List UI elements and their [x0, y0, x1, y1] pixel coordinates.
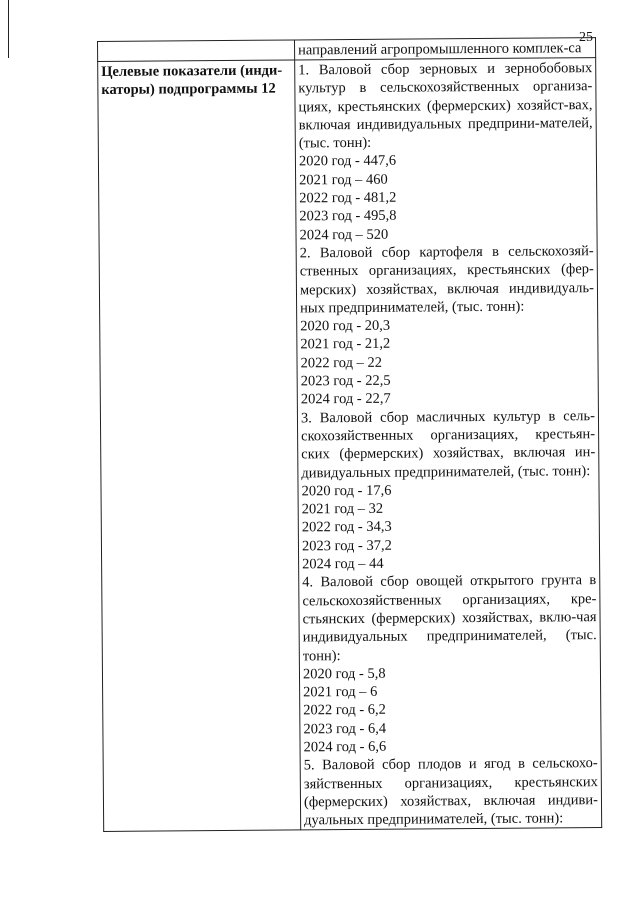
indicator-year-value: 2024 год – 44	[302, 555, 384, 573]
indicator-year-value: 2022 год - 34,3	[301, 519, 392, 536]
indicator-year-value: 2020 год - 5,8	[302, 665, 386, 683]
indicator-year-value: 2020 год - 17,6	[301, 482, 392, 500]
indicator-year-value: 2021 год – 6	[303, 683, 378, 701]
indicator-text: 3. Валовой сбор масличных культур в сель-скохозяйственных организациях, крестьян-ских (фермерских) хозяйствах, включая ин-дивидуальных предпринимателей, (тыс. тонн):	[300, 407, 596, 481]
indicator-year-value: 2023 год - 6,4	[303, 720, 387, 738]
row-label: Целевые показатели (инди-каторы) подпрограммы 12	[98, 60, 301, 832]
indicator-text: 2. Валовой сбор картофеля в сельскохозяй-ственных организациях, крестьянских (фер-мерских) хозяйствах, включая индивидуаль-ных предпринимателей, (тыс. тонн):	[299, 243, 595, 317]
indicators-table	[97, 37, 602, 832]
indicator-year-value: 2022 год - 6,2	[303, 702, 386, 719]
indicator-text: 1. Валовой сбор зерновых и зернобобовых культур в сельскохозяйственных организа-циях, крестьянских (фермерских) хозяйст-вах, включая индивидуальных предприни-мателей, (тыс. тонн):	[298, 60, 593, 152]
indicators-cell	[295, 58, 602, 831]
indicator-year-value: 2020 год - 447,6	[298, 153, 397, 170]
page-number: 25	[579, 30, 593, 45]
left-margin-line	[8, 0, 9, 58]
indicator-year-value: 2024 год - 6,6	[303, 738, 387, 756]
indicator-year-value: 2023 год - 37,2	[301, 537, 392, 555]
indicator-year-value: 2021 год – 460	[299, 171, 388, 189]
indicator-text: 4. Валовой сбор овощей открытого грунта в сельскохозяйственных организациях, кре-стьянских (фермерских) хозяйствах, вклю-чая индивидуальных предпринимателей, (тыс. тонн):	[302, 572, 597, 664]
indicator-year-value: 2021 год - 21,2	[300, 336, 391, 353]
indicator-year-value: 2022 год – 22	[300, 354, 383, 372]
indicator-year-value: 2023 год - 22,5	[300, 372, 391, 390]
indicator-year-value: 2024 год - 22,7	[300, 391, 391, 408]
indicator-year-value: 2024 год – 520	[299, 226, 389, 244]
indicator-year-value: 2020 год - 20,3	[300, 317, 391, 335]
table-cell-empty	[98, 40, 295, 62]
indicator-text: 5. Валовой сбор плодов и ягод в сельскохо-зяйственных организациях, крестьянских (фермерских) хозяйствах, включая индиви-дуальных предпринимателей, (тыс. тонн):	[303, 755, 599, 829]
indicator-year-value: 2021 год – 32	[301, 500, 384, 518]
indicator-year-value: 2022 год - 481,2	[299, 189, 397, 207]
table-row-main	[98, 58, 602, 832]
indicator-year-value: 2023 год - 495,8	[299, 208, 397, 225]
continuation-text: направлений агропромышленного комплек-са	[294, 38, 595, 60]
